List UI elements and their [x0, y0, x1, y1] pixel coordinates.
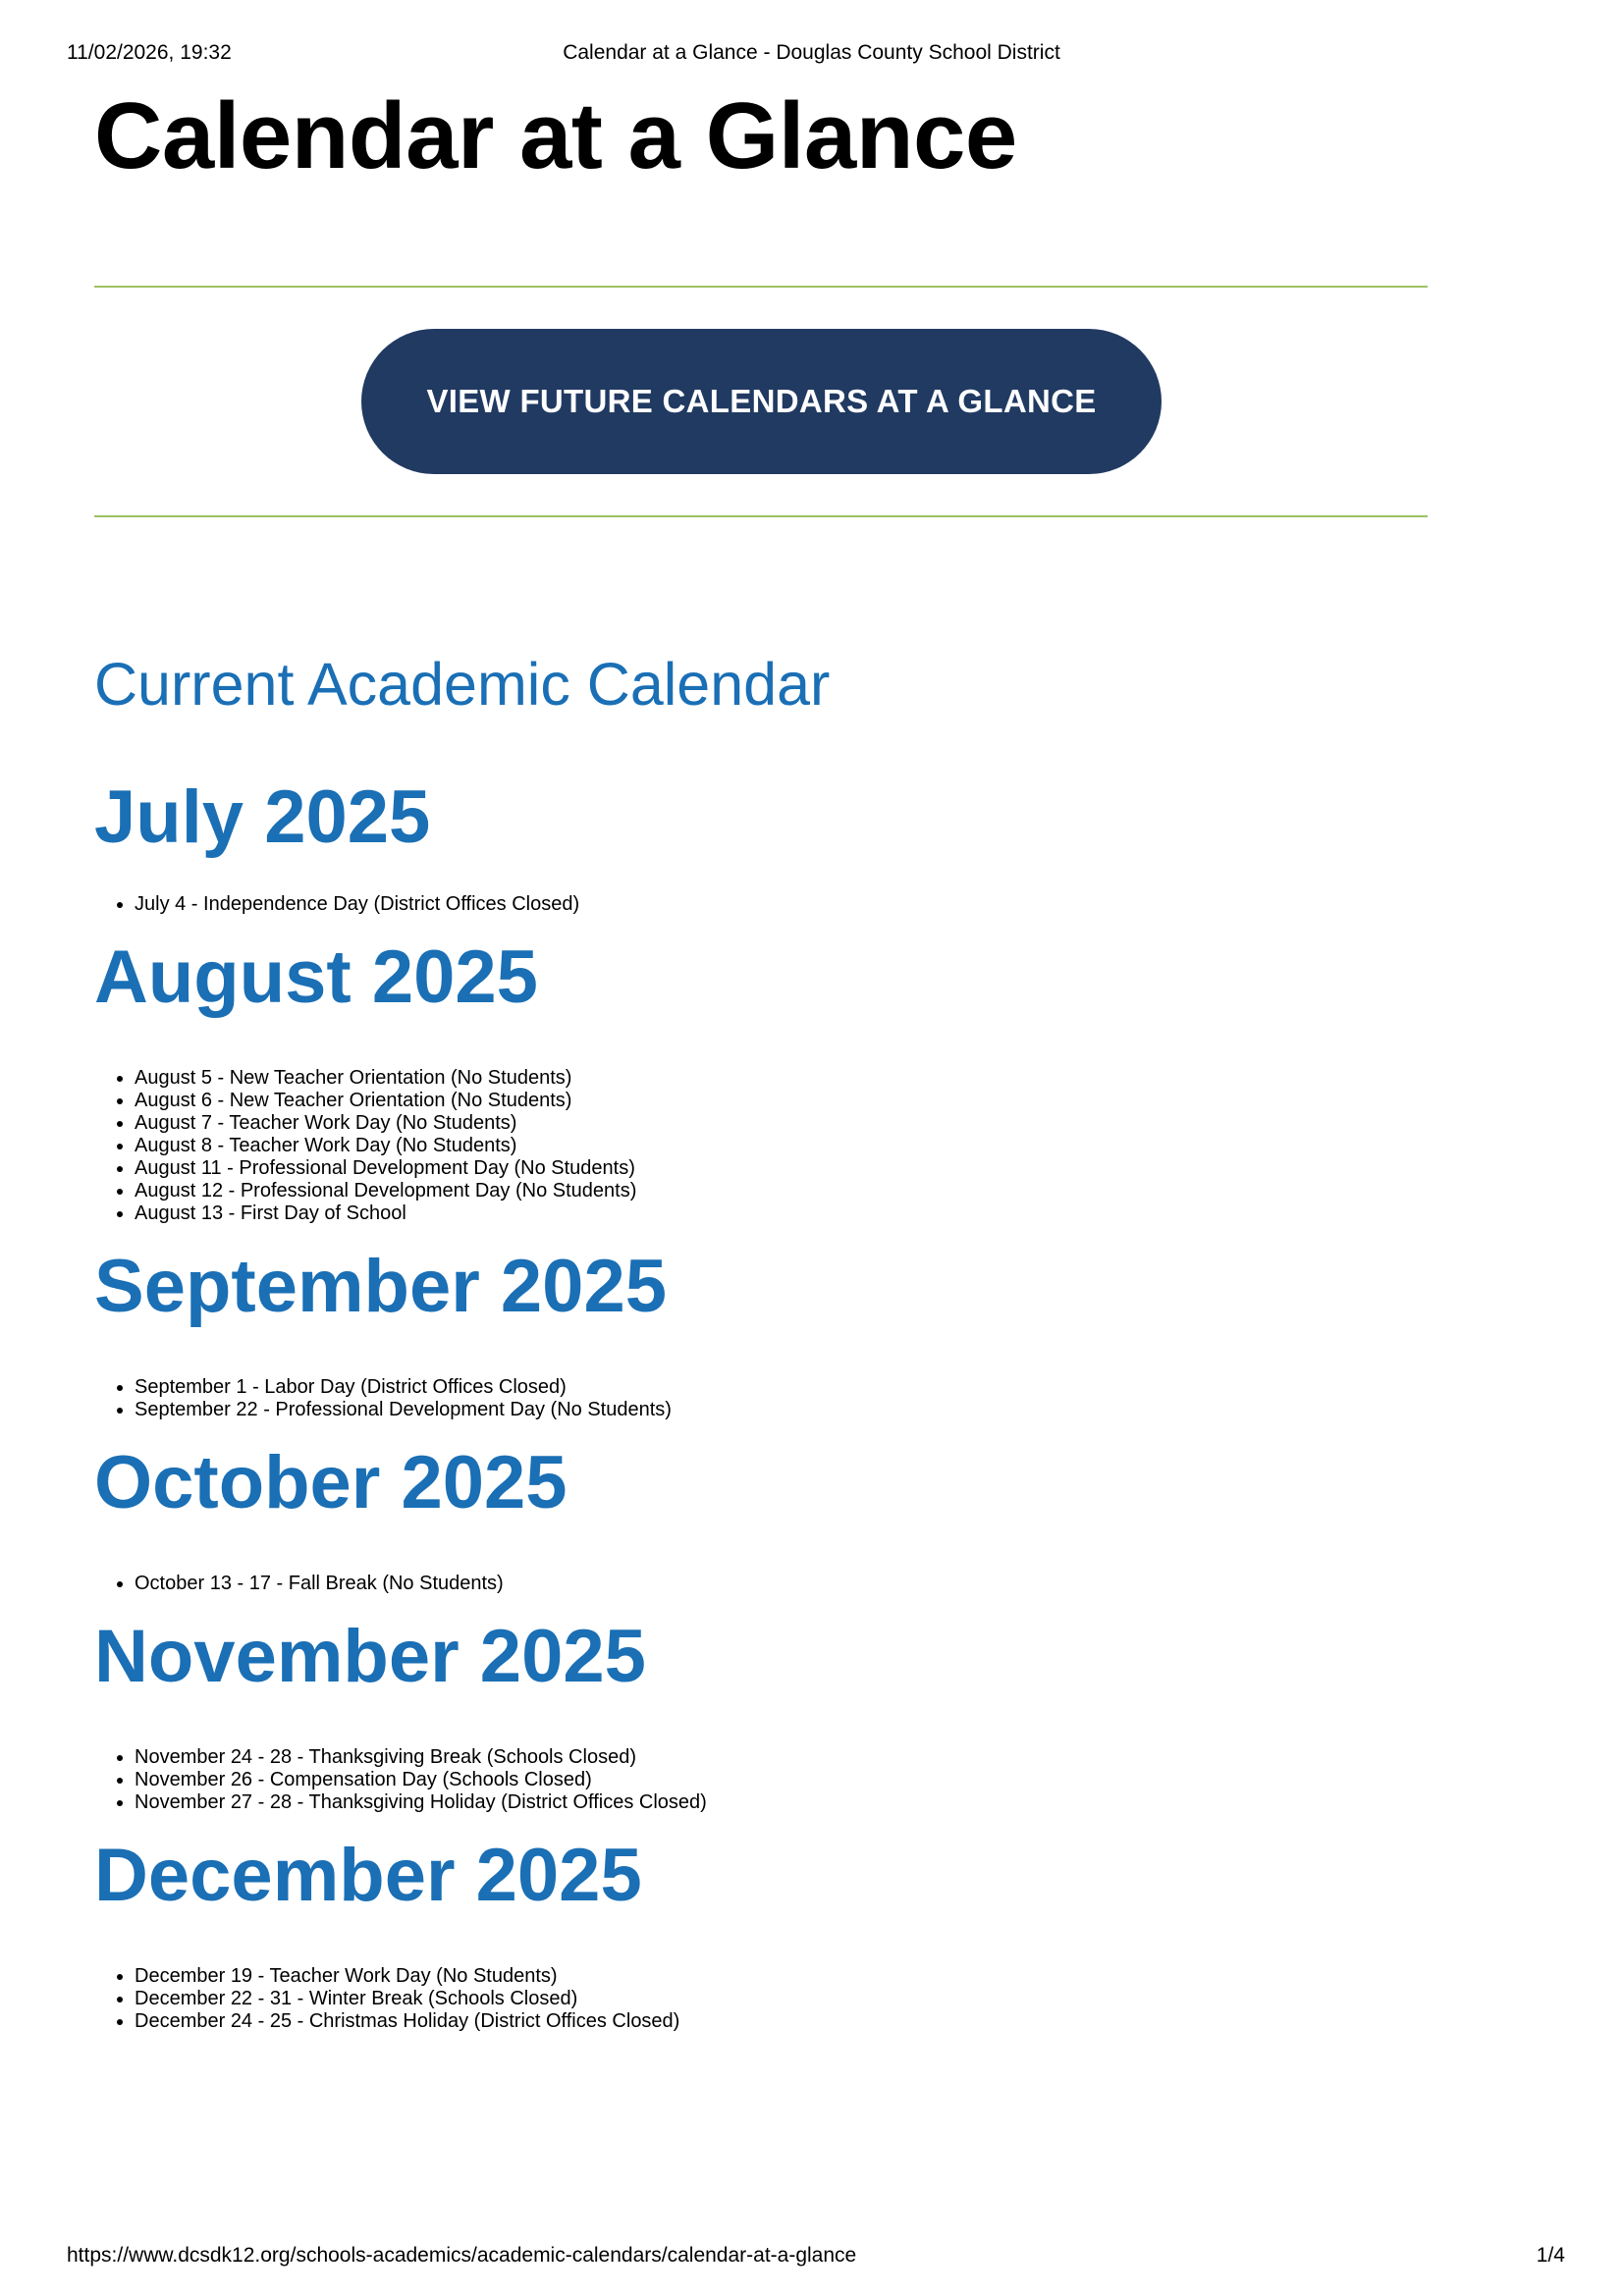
months-list: [94, 775, 1469, 2033]
view-future-calendars-button[interactable]: VIEW FUTURE CALENDARS AT A GLANCE: [361, 329, 1162, 474]
month-title: October 2025: [94, 1441, 568, 1524]
month-august: [94, 935, 1469, 1225]
event-list: [94, 1067, 1469, 1225]
month-title: November 2025: [94, 1615, 646, 1698]
month-october: [94, 1441, 1469, 1595]
event-list: [94, 893, 1469, 916]
event-item: • November 27 - 28 - Thanksgiving Holiday (District Offices Closed): [135, 1791, 1469, 1814]
event-item: • September 1 - Labor Day (District Offices Closed): [135, 1376, 1469, 1399]
event-list: [94, 1573, 1469, 1595]
event-list: [94, 1965, 1469, 2033]
event-item: • August 13 - First Day of School: [135, 1202, 1469, 1225]
event-item: • November 26 - Compensation Day (Schools Closed): [135, 1769, 1469, 1791]
event-item: • September 22 - Professional Development Day (No Students): [135, 1399, 1469, 1421]
month-september: [94, 1245, 1469, 1421]
event-item: • August 12 - Professional Development Day (No Students): [135, 1180, 1469, 1202]
event-item: • August 8 - Teacher Work Day (No Students): [135, 1135, 1469, 1157]
month-title: August 2025: [94, 935, 538, 1019]
print-footer: [0, 2244, 1623, 2273]
print-document-title: Calendar at a Glance - Douglas County School District: [563, 41, 1060, 64]
event-item: • August 6 - New Teacher Orientation (No Students): [135, 1090, 1469, 1112]
divider-top: [94, 286, 1428, 288]
event-item: • October 13 - 17 - Fall Break (No Students): [135, 1573, 1469, 1595]
event-item: • December 19 - Teacher Work Day (No Students): [135, 1965, 1469, 1988]
print-url: https://www.dcsdk12.org/schools-academics/academic-calendars/calendar-at-a-glance: [67, 2244, 857, 2267]
event-item: • August 7 - Teacher Work Day (No Students): [135, 1112, 1469, 1135]
month-title: July 2025: [94, 775, 431, 859]
month-july: [94, 775, 1469, 916]
print-datetime: 11/02/2026, 19:32: [67, 41, 232, 64]
event-item: • August 11 - Professional Development Day (No Students): [135, 1157, 1469, 1180]
event-item: • November 24 - 28 - Thanksgiving Break (Schools Closed): [135, 1746, 1469, 1769]
month-title: September 2025: [94, 1245, 667, 1328]
event-item: • December 22 - 31 - Winter Break (Schools Closed): [135, 1988, 1469, 2010]
page-title: Calendar at a Glance: [94, 83, 1017, 188]
event-item: • December 24 - 25 - Christmas Holiday (District Offices Closed): [135, 2010, 1469, 2033]
print-header: [0, 41, 1623, 71]
event-list: [94, 1376, 1469, 1421]
divider-bottom: [94, 515, 1428, 517]
event-item: • August 5 - New Teacher Orientation (No Students): [135, 1067, 1469, 1090]
section-title: Current Academic Calendar: [94, 651, 831, 718]
event-item: • July 4 - Independence Day (District Offices Closed): [135, 893, 1469, 916]
month-november: [94, 1615, 1469, 1814]
month-december: [94, 1834, 1469, 2033]
page-number: 1/4: [1536, 2244, 1565, 2267]
event-list: [94, 1746, 1469, 1814]
month-title: December 2025: [94, 1834, 642, 1917]
